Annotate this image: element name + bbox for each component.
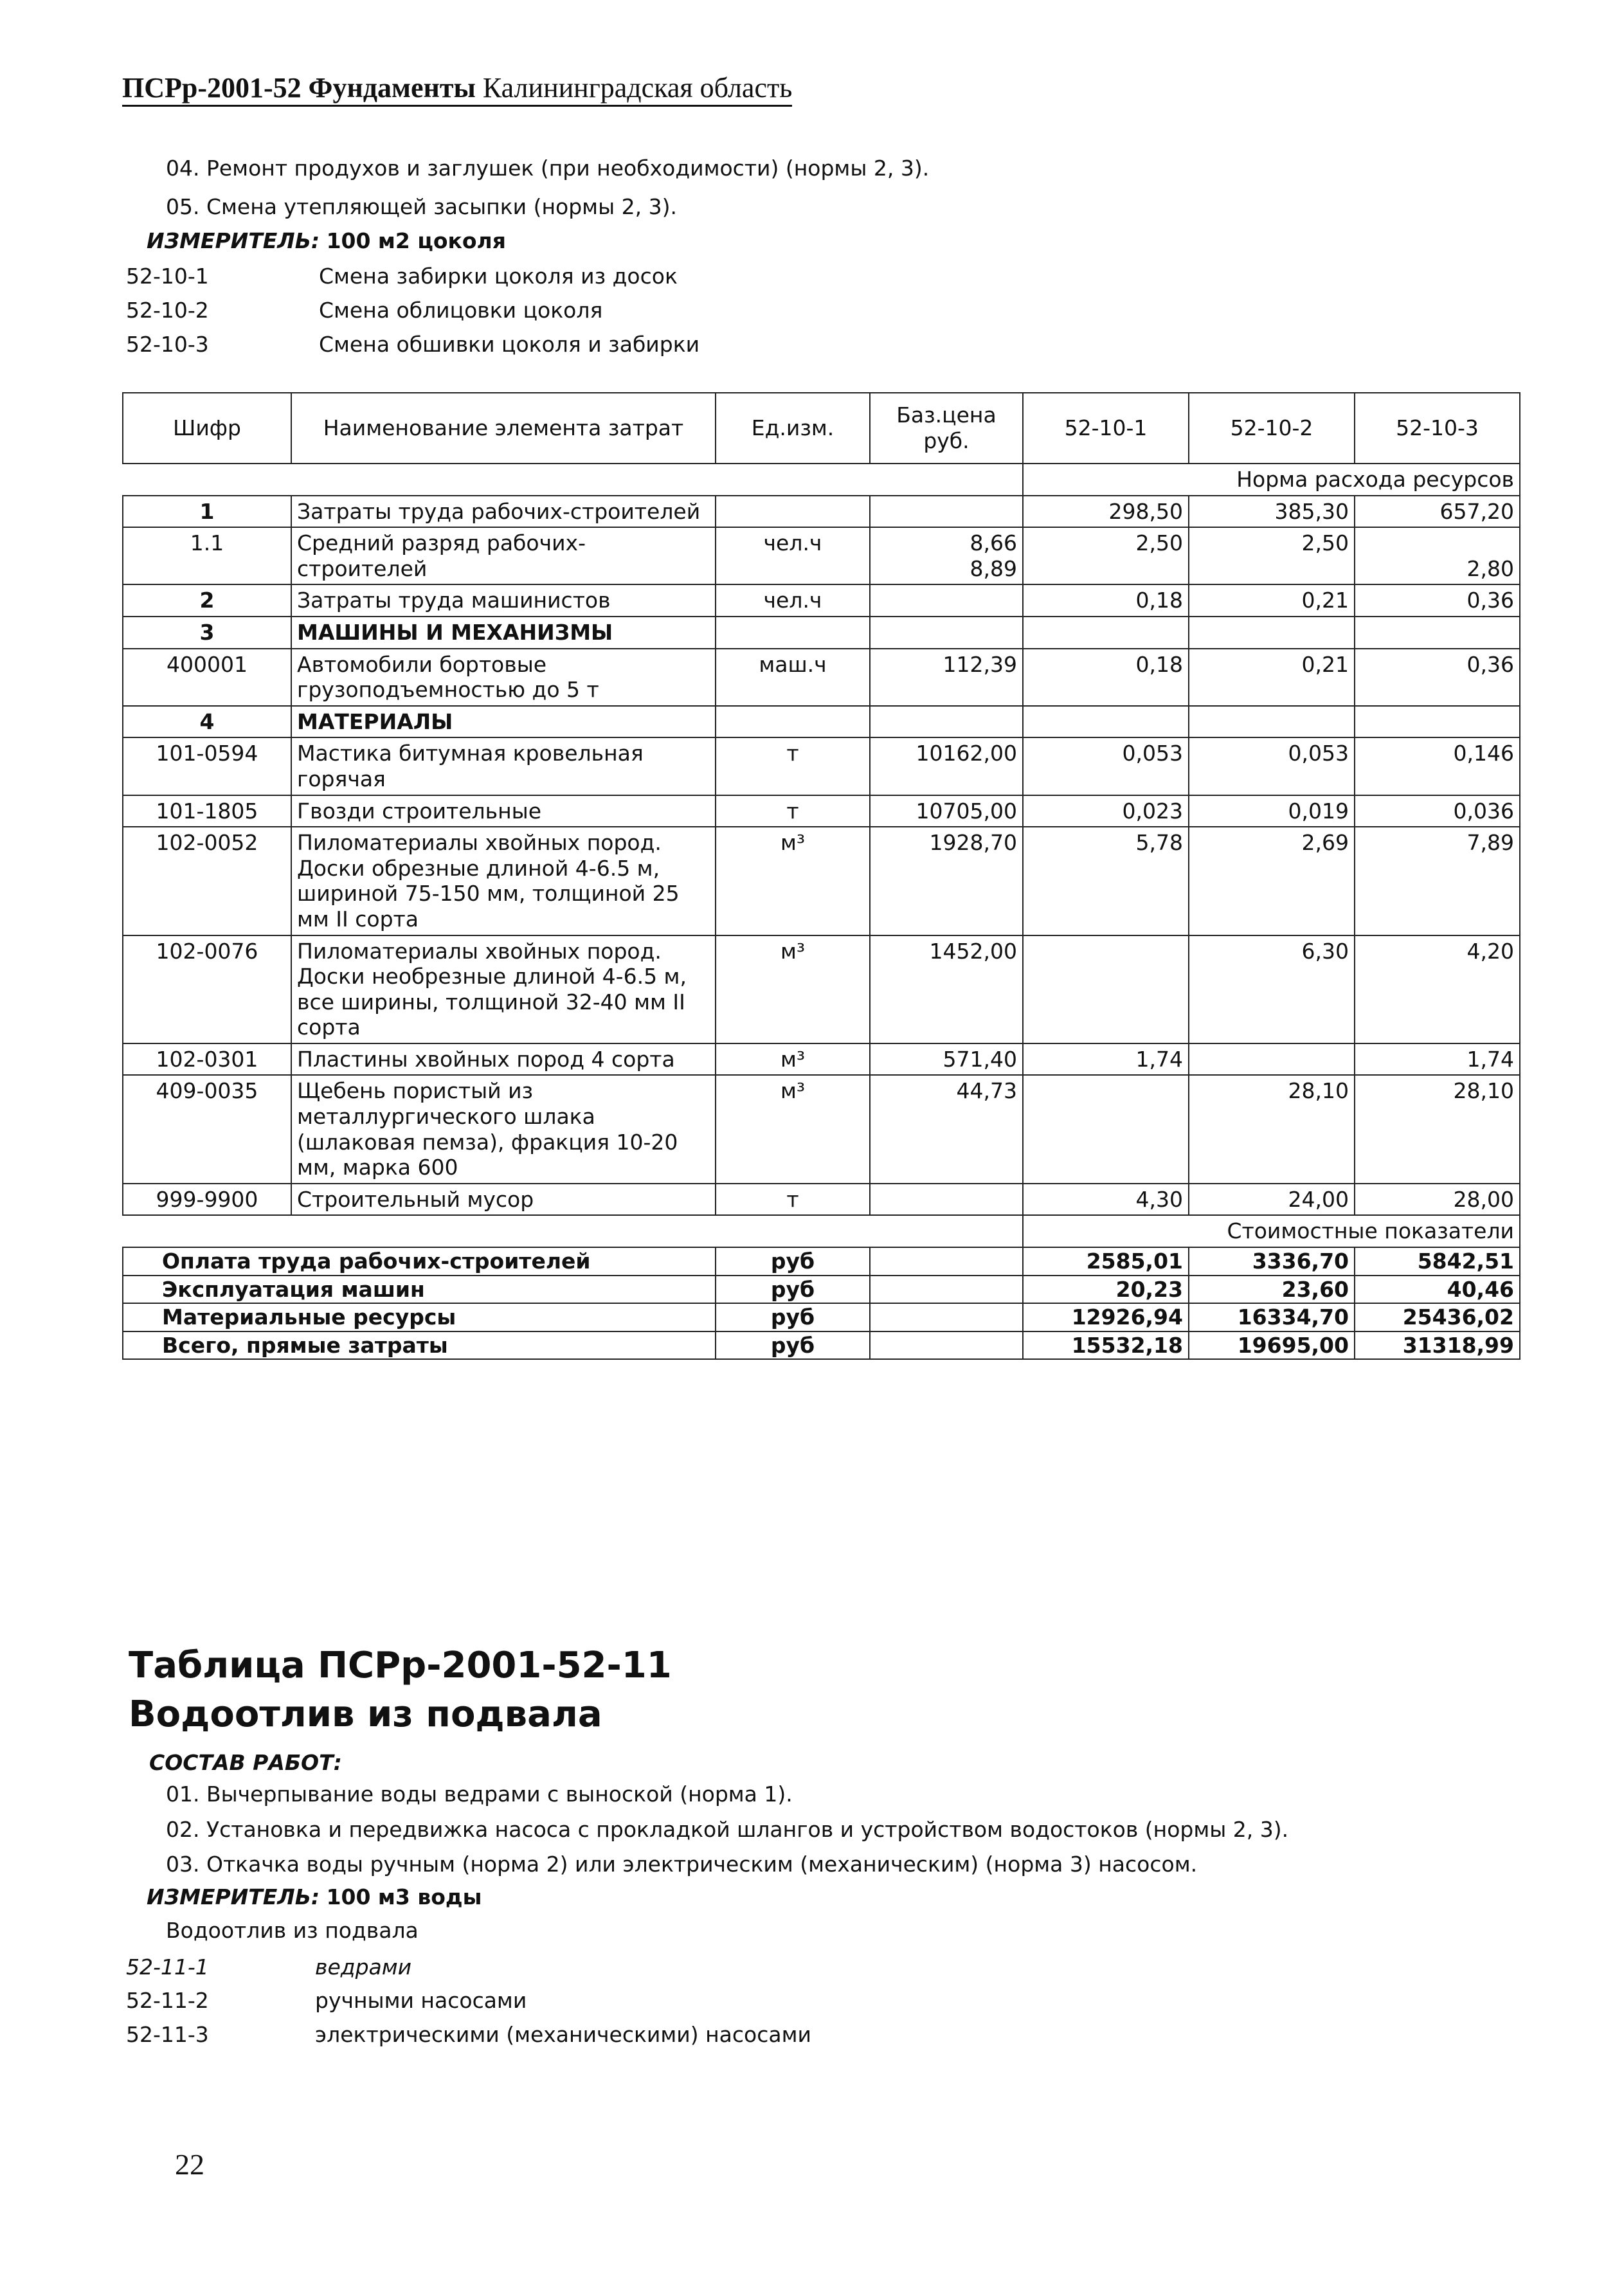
- page-number: 22: [175, 2148, 204, 2181]
- meter-value: 100 м2 цоколя: [326, 228, 506, 253]
- row-value-2: 385,30: [1189, 496, 1355, 528]
- norm-name: электрическими (механическими) насосами: [315, 2022, 811, 2047]
- row-code: 101-0594: [123, 737, 291, 795]
- row-unit: чел.ч: [716, 584, 870, 617]
- table-section-row: [123, 706, 1520, 738]
- row-value-2: 0,21: [1189, 584, 1355, 617]
- row-name: Пиломатериалы хвойных пород. Доски необрезные длиной 4-6.5 м, все ширины, толщиной 32-40 мм II сорта: [291, 935, 716, 1043]
- col-header-price: Баз.цена руб.: [870, 393, 1023, 464]
- row-value-1: 5,78: [1023, 827, 1189, 935]
- section-title: Таблица ПСРр-2001-52-11: [129, 1645, 672, 1686]
- row-name: Гвозди строительные: [291, 795, 716, 827]
- norm-code: 52-10-3: [126, 332, 209, 357]
- row-code: 3: [123, 617, 291, 649]
- row-unit: м³: [716, 1075, 870, 1183]
- row-price: 10705,00: [870, 795, 1023, 827]
- total-label: Материальные ресурсы: [123, 1303, 716, 1331]
- row-code: 102-0301: [123, 1043, 291, 1076]
- cost-subheader: Стоимостные показатели: [1023, 1215, 1520, 1247]
- row-price: [870, 1184, 1023, 1216]
- section-name: МАШИНЫ И МЕХАНИЗМЫ: [291, 617, 716, 649]
- row-value-2: 6,30: [1189, 935, 1355, 1043]
- table-row: [123, 795, 1520, 827]
- table-row: [123, 935, 1520, 1043]
- row-value-2: 0,053: [1189, 737, 1355, 795]
- row-value-1: 298,50: [1023, 496, 1189, 528]
- row-code: 102-0052: [123, 827, 291, 935]
- work-item-04: 04. Ремонт продухов и заглушек (при необходимости) (нормы 2, 3).: [166, 156, 930, 181]
- row-code: 101-1805: [123, 795, 291, 827]
- table-row: [123, 584, 1520, 617]
- row-name: Пиломатериалы хвойных пород. Доски обрезные длиной 4-6.5 м, шириной 75-150 мм, толщиной 25 мм II сорта: [291, 827, 716, 935]
- total-value-2: 19695,00: [1189, 1331, 1355, 1360]
- norm-name: ведрами: [315, 1954, 412, 1980]
- row-value-3: 657,20: [1355, 496, 1520, 528]
- row-unit: м³: [716, 935, 870, 1043]
- row-code: 1: [123, 496, 291, 528]
- row-code: 400001: [123, 649, 291, 706]
- row-name: Средний разряд рабочих-строителей: [291, 527, 716, 584]
- table-row: [123, 1043, 1520, 1076]
- row-price: [870, 496, 1023, 528]
- row-unit: т: [716, 1184, 870, 1216]
- total-label: Оплата труда рабочих-строителей: [123, 1247, 716, 1276]
- total-unit: руб: [716, 1331, 870, 1360]
- row-price: 112,39: [870, 649, 1023, 706]
- row-value-2: [1189, 1043, 1355, 1076]
- row-value-1: 1,74: [1023, 1043, 1189, 1076]
- row-value-2: 2,50: [1189, 527, 1355, 584]
- row-value-1: 0,053: [1023, 737, 1189, 795]
- work-item-05: 05. Смена утепляющей засыпки (нормы 2, 3).: [166, 194, 677, 219]
- cost-subheader-row: [123, 1215, 1520, 1247]
- meter-label: ИЗМЕРИТЕЛЬ:: [147, 228, 320, 253]
- row-code: 2: [123, 584, 291, 617]
- row-code: 4: [123, 706, 291, 738]
- total-value-3: 25436,02: [1355, 1303, 1520, 1331]
- norm-subheader-row: [123, 464, 1520, 496]
- row-code: 409-0035: [123, 1075, 291, 1183]
- totals-row: [123, 1303, 1520, 1331]
- norm-code: 52-10-1: [126, 264, 209, 289]
- header-title: Фундаменты: [308, 72, 476, 104]
- table-row: [123, 1075, 1520, 1183]
- total-value-1: 2585,01: [1023, 1247, 1189, 1276]
- row-code: 1.1: [123, 527, 291, 584]
- row-value-1: 0,18: [1023, 649, 1189, 706]
- row-value-1: [1023, 935, 1189, 1043]
- meter-line-2: [147, 1884, 482, 1910]
- running-header: [122, 72, 792, 107]
- norm-name: ручными насосами: [315, 1988, 527, 2013]
- table-row: [123, 1184, 1520, 1216]
- total-value-2: 3336,70: [1189, 1247, 1355, 1276]
- row-price: 1452,00: [870, 935, 1023, 1043]
- row-price: [870, 527, 1023, 584]
- row-value-1: [1023, 1075, 1189, 1183]
- row-unit: чел.ч: [716, 527, 870, 584]
- row-price: 10162,00: [870, 737, 1023, 795]
- row-value-3: 7,89: [1355, 827, 1520, 935]
- resource-table: [122, 392, 1520, 1360]
- row-value-1: 0,023: [1023, 795, 1189, 827]
- total-value-1: 20,23: [1023, 1276, 1189, 1304]
- norm-code: 52-11-3: [126, 2022, 209, 2047]
- row-value-2: 0,019: [1189, 795, 1355, 827]
- section-name: МАТЕРИАЛЫ: [291, 706, 716, 738]
- work-item: 03. Откачка воды ручным (норма 2) или электрическим (механическим) (норма 3) насосом.: [166, 1852, 1198, 1877]
- row-name: Затраты труда машинистов: [291, 584, 716, 617]
- row-value-1: 0,18: [1023, 584, 1189, 617]
- row-unit: маш.ч: [716, 649, 870, 706]
- total-unit: руб: [716, 1276, 870, 1304]
- col-header-unit: Ед.изм.: [716, 393, 870, 464]
- meter-label-2: ИЗМЕРИТЕЛЬ:: [147, 1884, 320, 1909]
- work-item: 01. Вычерпывание воды ведрами с выноской (норма 1).: [166, 1782, 793, 1807]
- total-value-3: 40,46: [1355, 1276, 1520, 1304]
- total-value-3: 5842,51: [1355, 1247, 1520, 1276]
- row-price: 44,73: [870, 1075, 1023, 1183]
- norm-code: 52-11-1: [126, 1954, 209, 1980]
- row-value-3: 4,20: [1355, 935, 1520, 1043]
- work-item: 02. Установка и передвижка насоса с прокладкой шлангов и устройством водостоков (нормы 2, 3).: [166, 1817, 1289, 1842]
- norm-code: 52-10-2: [126, 298, 209, 323]
- row-unit: т: [716, 795, 870, 827]
- total-value-1: 15532,18: [1023, 1331, 1189, 1360]
- col-header-name: Наименование элемента затрат: [291, 393, 716, 464]
- meter-line: [147, 228, 506, 254]
- table-header-row: [123, 393, 1520, 464]
- row-price: [870, 584, 1023, 617]
- row-value-2: 28,10: [1189, 1075, 1355, 1183]
- works-label: СОСТАВ РАБОТ:: [149, 1750, 342, 1775]
- row-price: 1928,70: [870, 827, 1023, 935]
- table-row: [123, 527, 1520, 584]
- totals-row: [123, 1331, 1520, 1360]
- table-section-row: [123, 617, 1520, 649]
- row-value-1: 4,30: [1023, 1184, 1189, 1216]
- row-value-3: 0,146: [1355, 737, 1520, 795]
- row-name: Затраты труда рабочих-строителей: [291, 496, 716, 528]
- row-unit: [716, 496, 870, 528]
- row-value-3: 0,36: [1355, 649, 1520, 706]
- total-value-2: 16334,70: [1189, 1303, 1355, 1331]
- norm-name: Смена забирки цоколя из досок: [319, 264, 678, 289]
- total-unit: руб: [716, 1303, 870, 1331]
- norm-code: 52-11-2: [126, 1988, 209, 2013]
- table-row: [123, 496, 1520, 528]
- norm-subheader: Норма расхода ресурсов: [1023, 464, 1520, 496]
- table-row: [123, 827, 1520, 935]
- row-value-2: 0,21: [1189, 649, 1355, 706]
- col-header-norm-1: 52-10-1: [1023, 393, 1189, 464]
- row-name: Строительный мусор: [291, 1184, 716, 1216]
- row-unit: м³: [716, 827, 870, 935]
- row-value-3: 28,00: [1355, 1184, 1520, 1216]
- header-region: Калининградская область: [482, 72, 793, 104]
- row-value-2: 2,69: [1189, 827, 1355, 935]
- row-value-3: 1,74: [1355, 1043, 1520, 1076]
- row-value-3: 0,36: [1355, 584, 1520, 617]
- row-name: Мастика битумная кровельная горячая: [291, 737, 716, 795]
- group-name: Водоотлив из подвала: [166, 1918, 419, 1943]
- norm-name: Смена обшивки цоколя и забирки: [319, 332, 700, 357]
- row-name: Щебень пористый из металлургического шлака (шлаковая пемза), фракция 10-20 мм, марка 600: [291, 1075, 716, 1183]
- total-unit: руб: [716, 1247, 870, 1276]
- row-price-2: 8,89: [970, 555, 1017, 581]
- total-label: Эксплуатация машин: [123, 1276, 716, 1304]
- section-subtitle: Водоотлив из подвала: [129, 1693, 602, 1735]
- col-header-norm-2: 52-10-2: [1189, 393, 1355, 464]
- row-unit: т: [716, 737, 870, 795]
- row-code: 999-9900: [123, 1184, 291, 1216]
- table-row: [123, 649, 1520, 706]
- row-unit: м³: [716, 1043, 870, 1076]
- row-value-1: 2,50: [1023, 527, 1189, 584]
- row-code: 102-0076: [123, 935, 291, 1043]
- row-value-3: 0,036: [1355, 795, 1520, 827]
- totals-row: [123, 1247, 1520, 1276]
- row-value-2: 24,00: [1189, 1184, 1355, 1216]
- total-value-2: 23,60: [1189, 1276, 1355, 1304]
- total-value-3: 31318,99: [1355, 1331, 1520, 1360]
- total-label: Всего, прямые затраты: [123, 1331, 716, 1360]
- row-name: Автомобили бортовые грузоподъемностью до 5 т: [291, 649, 716, 706]
- meter-value-2: 100 м3 воды: [326, 1884, 482, 1909]
- header-code: ПСРр-2001-52: [122, 72, 302, 104]
- row-price-1: 8,66: [970, 530, 1017, 556]
- row-name: Пластины хвойных пород 4 сорта: [291, 1043, 716, 1076]
- row-value-3: 28,10: [1355, 1075, 1520, 1183]
- norm-name: Смена облицовки цоколя: [319, 298, 603, 323]
- total-value-1: 12926,94: [1023, 1303, 1189, 1331]
- col-header-code: Шифр: [123, 393, 291, 464]
- col-header-norm-3: 52-10-3: [1355, 393, 1520, 464]
- totals-row: [123, 1276, 1520, 1304]
- row-price: 571,40: [870, 1043, 1023, 1076]
- table-row: [123, 737, 1520, 795]
- row-value-3: 2,80: [1355, 527, 1520, 584]
